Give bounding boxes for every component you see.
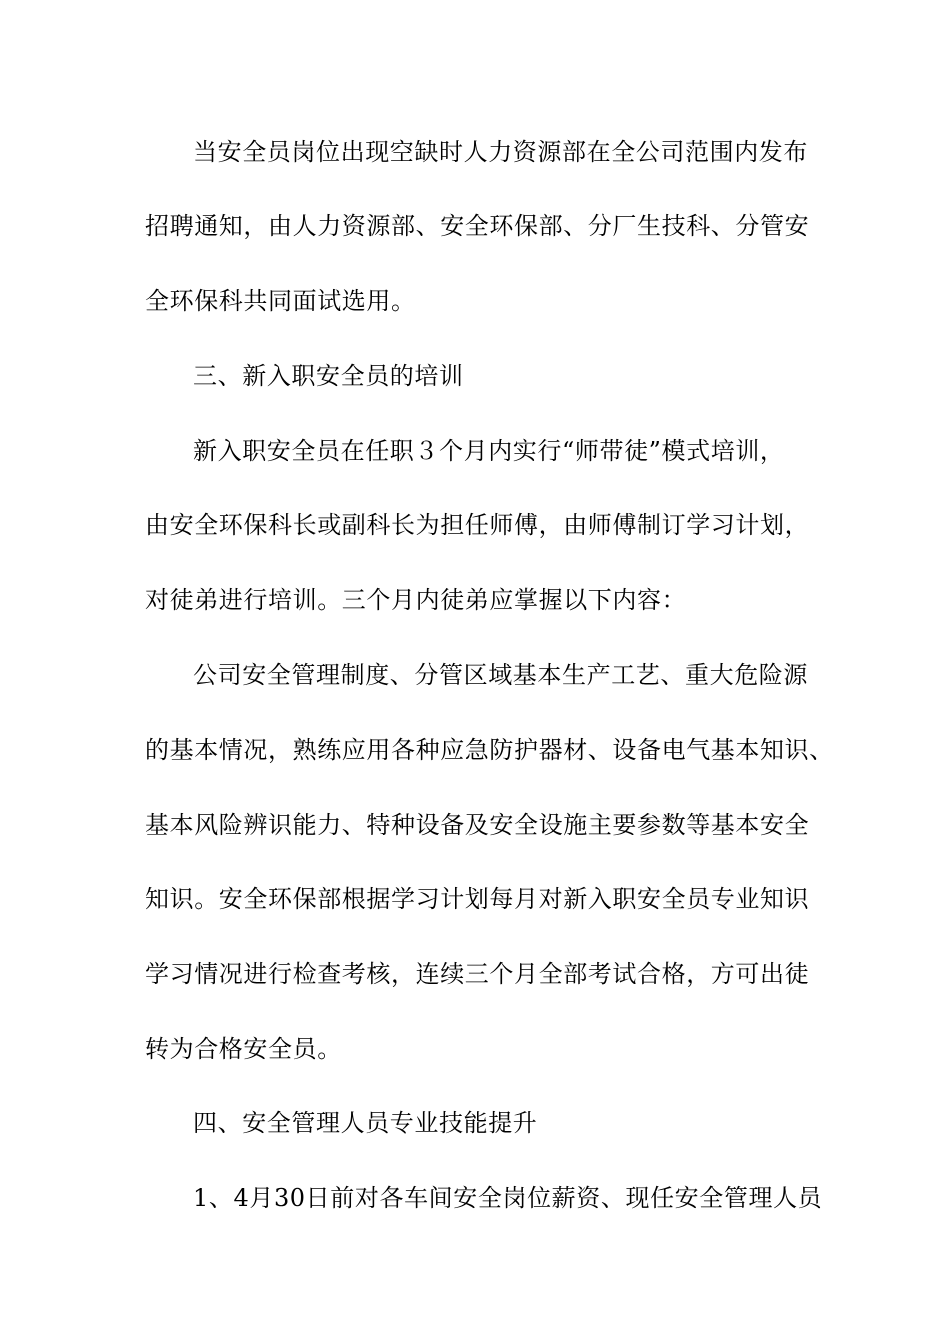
- section-heading: 三、新入职安全员的培训: [193, 362, 464, 390]
- paragraph-line: 全环保科共同面试选用。: [145, 287, 416, 315]
- paragraph-line: 当安全员岗位出现空缺时人力资源部在全公司范围内发布: [193, 138, 808, 166]
- paragraph-line: 学习情况进行检查考核，连续三个月全部考试合格，方可出徒: [145, 960, 810, 988]
- paragraph-line: 对徒弟进行培训。三个月内徒弟应掌握以下内容：: [145, 586, 687, 614]
- paragraph-line: 招聘通知，由人力资源部、安全环保部、分厂生技科、分管安: [145, 212, 810, 240]
- paragraph-line: 的基本情况，熟练应用各种应急防护器材、设备电气基本知识、: [145, 736, 834, 764]
- paragraph-line: 公司安全管理制度、分管区域基本生产工艺、重大危险源: [193, 661, 808, 689]
- paragraph-line: 知识。安全环保部根据学习计划每月对新入职安全员专业知识: [145, 885, 810, 913]
- section-heading: 四、安全管理人员专业技能提升: [193, 1109, 538, 1137]
- paragraph-line: 新入职安全员在任职３个月内实行“师带徒”模式培训，: [193, 437, 785, 465]
- paragraph-line: 基本风险辨识能力、特种设备及安全设施主要参数等基本安全: [145, 811, 810, 839]
- paragraph-line: 转为合格安全员。: [145, 1035, 342, 1063]
- paragraph-line: 由安全环保科长或副科长为担任师傅，由师傅制订学习计划，: [145, 511, 810, 539]
- paragraph-line: 1、4月30日前对各车间安全岗位薪资、现任安全管理人员: [193, 1184, 823, 1212]
